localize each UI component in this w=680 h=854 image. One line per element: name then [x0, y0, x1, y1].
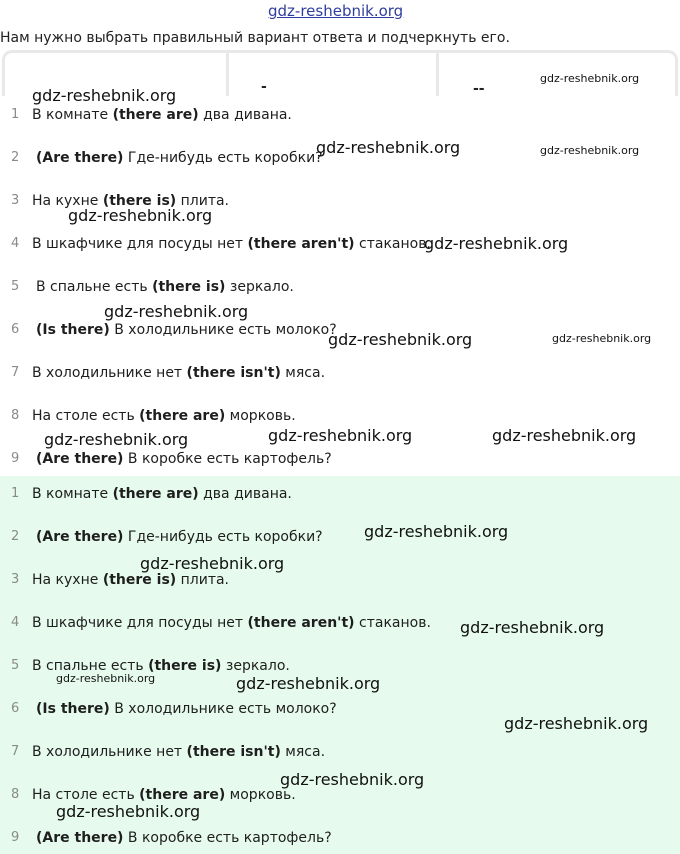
watermark: gdz-reshebnik.org [268, 426, 413, 445]
tab-right-glyph[interactable]: -- [473, 81, 485, 97]
watermark: gdz-reshebnik.org [316, 138, 461, 157]
watermark: gdz-reshebnik.org [280, 770, 425, 789]
watermark: gdz-reshebnik.org [540, 144, 640, 157]
watermark: gdz-reshebnik.org [424, 234, 569, 253]
watermark: gdz-reshebnik.org [492, 426, 637, 445]
watermark: gdz-reshebnik.org [328, 330, 473, 349]
watermark: gdz-reshebnik.org [56, 802, 201, 821]
tab-mid-glyph[interactable]: - [261, 79, 267, 95]
watermark: gdz-reshebnik.org [140, 554, 285, 573]
watermark: gdz-reshebnik.org [56, 672, 156, 685]
watermark: gdz-reshebnik.org [236, 674, 381, 693]
watermark: gdz-reshebnik.org [104, 302, 249, 321]
watermark: gdz-reshebnik.org [552, 332, 652, 345]
watermark: gdz-reshebnik.org [504, 714, 649, 733]
site-link[interactable]: gdz-reshebnik.org [268, 2, 404, 20]
tab-divider [436, 53, 439, 96]
watermark: gdz-reshebnik.org [460, 618, 605, 637]
instruction-text: Нам нужно выбрать правильный вариант ответа и подчеркнуть его. [0, 30, 510, 46]
watermark: gdz-reshebnik.org [32, 86, 177, 105]
tab-divider [226, 53, 229, 96]
watermark: gdz-reshebnik.org [68, 206, 213, 225]
watermark: gdz-reshebnik.org [44, 430, 189, 449]
watermark: gdz-reshebnik.org [364, 522, 509, 541]
watermark: gdz-reshebnik.org [540, 72, 640, 85]
